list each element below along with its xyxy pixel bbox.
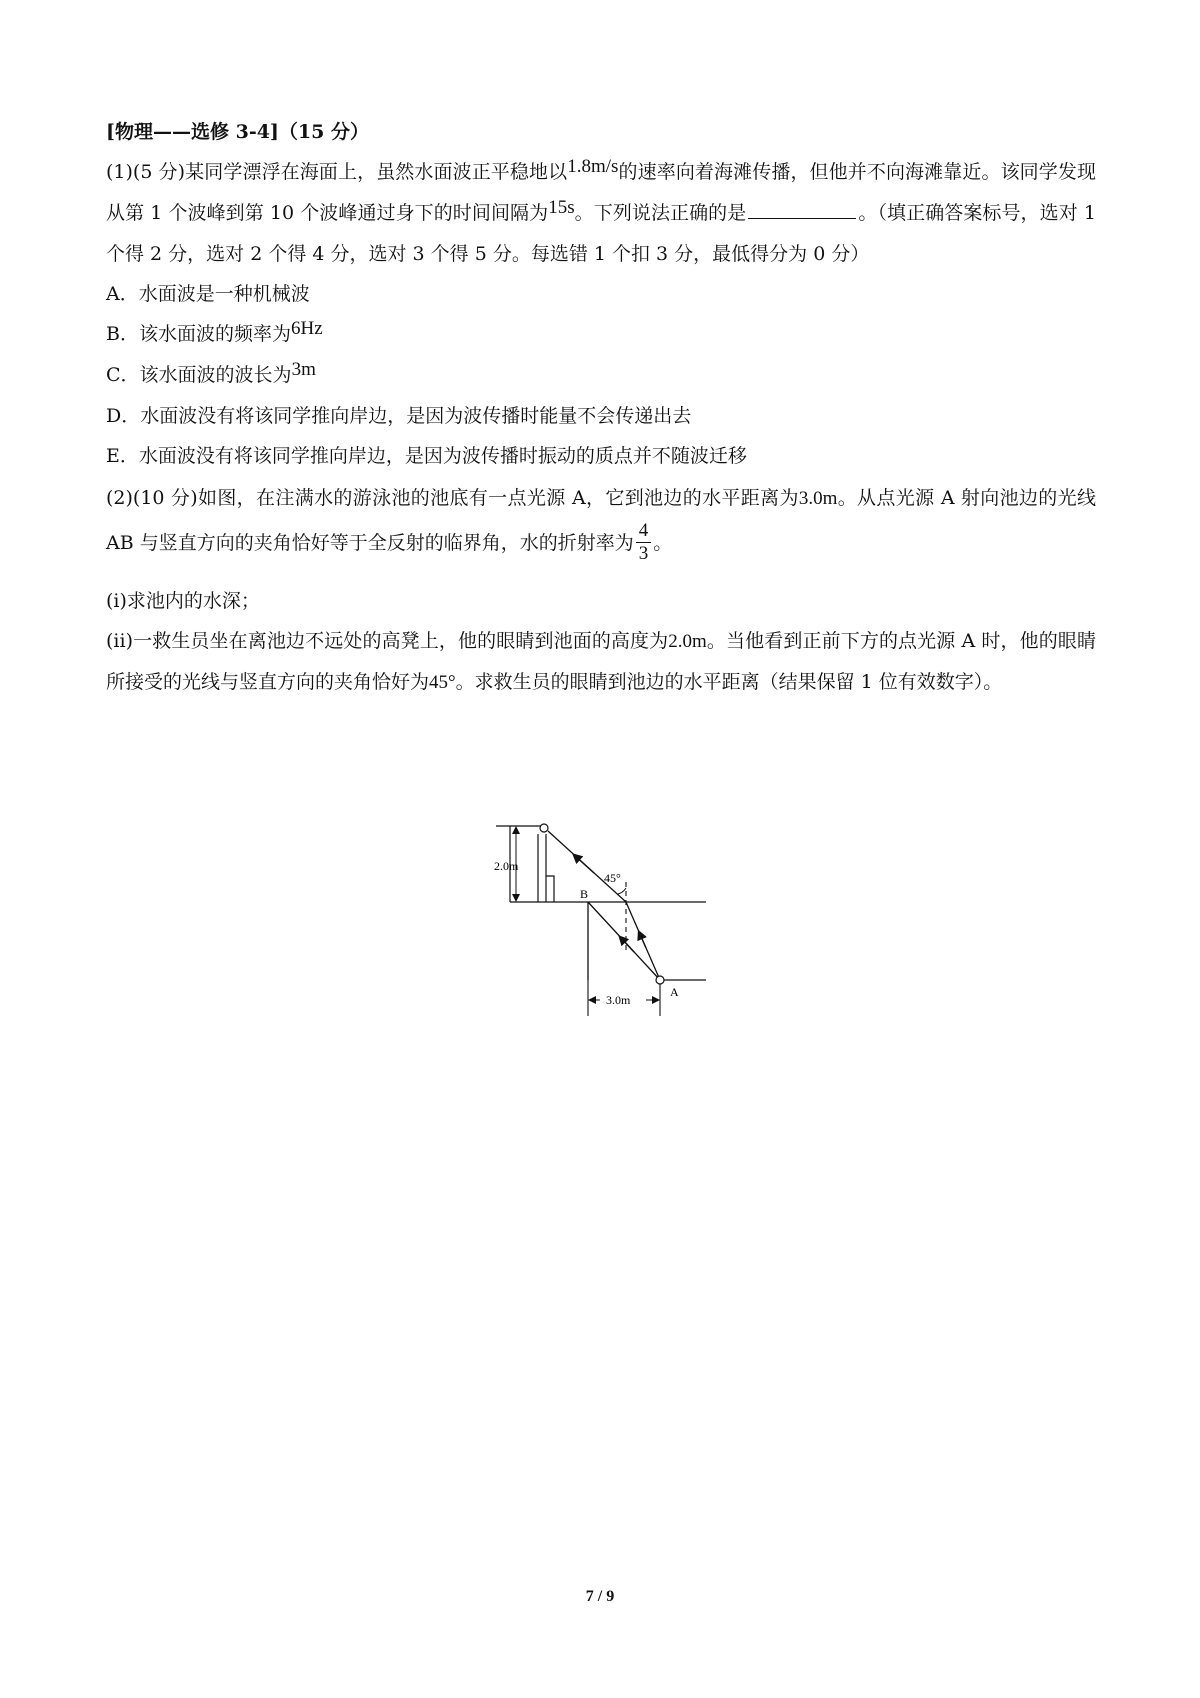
ray-ab-arrow xyxy=(620,937,634,952)
point-a-light-source xyxy=(656,976,664,984)
angle-arc xyxy=(618,888,626,894)
option-d-label: D． xyxy=(106,405,141,427)
option-b-text: 该水面波的频率为 xyxy=(138,323,291,345)
point-b-label: B xyxy=(580,887,589,901)
q2-text-3: 。 xyxy=(653,532,673,554)
q1-text-4: 。（填正确答案标号，选对 1 个得 2 分，选对 2 个得 4 分，选对 3 个得 5 分。每选错 1 个扣 3 分，最低得分为 0 分） xyxy=(106,202,1096,265)
spacer xyxy=(106,567,1096,581)
fraction-numerator: 4 xyxy=(636,520,652,543)
q2-text-2: 。从点光源 A 射向池边的光线 AB 与竖直方向的夹角恰好等于全反射的临界角，水的折射率为 xyxy=(106,487,1096,554)
option-d-text: 水面波没有将该同学推向岸边，是因为波传播时能量不会传递出去 xyxy=(140,405,692,427)
option-a-text: 水面波是一种机械波 xyxy=(138,283,310,305)
option-a xyxy=(106,274,1096,314)
angle-label: 45° xyxy=(604,871,621,885)
option-c-label: C． xyxy=(106,364,140,386)
height-label: 2.0m xyxy=(494,859,519,873)
q2-height: 2.0m xyxy=(668,630,707,652)
pool-diagram xyxy=(494,820,718,1020)
dist-label: 3.0m xyxy=(606,993,631,1007)
refractive-index-fraction xyxy=(636,520,652,565)
question-2-stem xyxy=(106,476,1096,567)
option-b-label: B． xyxy=(106,323,139,345)
fraction-denominator: 3 xyxy=(638,542,649,564)
option-b xyxy=(106,314,1096,355)
option-e xyxy=(106,436,1096,476)
sub-question-ii xyxy=(106,621,1096,703)
question-1-stem xyxy=(106,152,1096,274)
option-a-label: A． xyxy=(106,283,139,305)
q2-ii-text-2: 。当他看到正前下方的点光源 A 时，他的眼睛所接受的光线与竖直方向的夹角恰好为 xyxy=(106,629,1096,693)
section-heading: [物理——选修 3-4]（15 分） xyxy=(106,121,369,143)
option-e-text: 水面波没有将该同学推向岸边，是因为波传播时振动的质点并不随波迁移 xyxy=(138,445,747,467)
q2-angle: 45° xyxy=(429,671,456,693)
ray-arrow-up xyxy=(639,932,646,948)
answer-blank[interactable] xyxy=(748,196,856,219)
page-number: 7 / 9 xyxy=(585,1588,615,1605)
lifeguard-eye xyxy=(540,824,548,832)
option-c-text: 该水面波的波长为 xyxy=(139,364,292,386)
option-b-value: 6Hz xyxy=(290,318,323,339)
q1-speed: 1.8m/s xyxy=(567,156,619,177)
point-a-label: A xyxy=(670,985,679,999)
q1-text-3: 。下列说法正确的是 xyxy=(574,202,747,224)
q2-ii-text-3: 。求救生员的眼睛到池边的水平距离（结果保留 1 位有效数字）。 xyxy=(455,670,1003,693)
ray-arrow-eye xyxy=(574,855,594,873)
q1-time: 15s xyxy=(548,197,575,218)
sub-question-i: (i)求池内的水深； xyxy=(106,589,260,612)
q2-dist: 3.0m xyxy=(798,488,838,509)
content xyxy=(106,112,1096,703)
option-e-label: E． xyxy=(106,445,139,467)
lifeguard-chair xyxy=(538,834,554,902)
q2-text-1: (2)(10 分)如图，在注满水的游泳池的池底有一点光源 A，它到池边的水平距离为 xyxy=(106,487,799,509)
option-d xyxy=(106,396,1096,436)
q1-text-1: (1)(5 分)某同学漂浮在海面上，虽然水面波正平稳地以 xyxy=(106,161,568,183)
option-c-value: 3m xyxy=(291,359,316,380)
option-c xyxy=(106,355,1096,396)
q1-text-2: 的速率向着海滩传播，但他并不向海滩靠近。该同学发现从第 1 个波峰到第 10 个波峰通过身下的时间间隔为 xyxy=(106,161,1096,224)
q2-ii-text-1: (ii)一救生员坐在离池边不远处的高凳上，他的眼睛到池面的高度为 xyxy=(106,629,669,652)
